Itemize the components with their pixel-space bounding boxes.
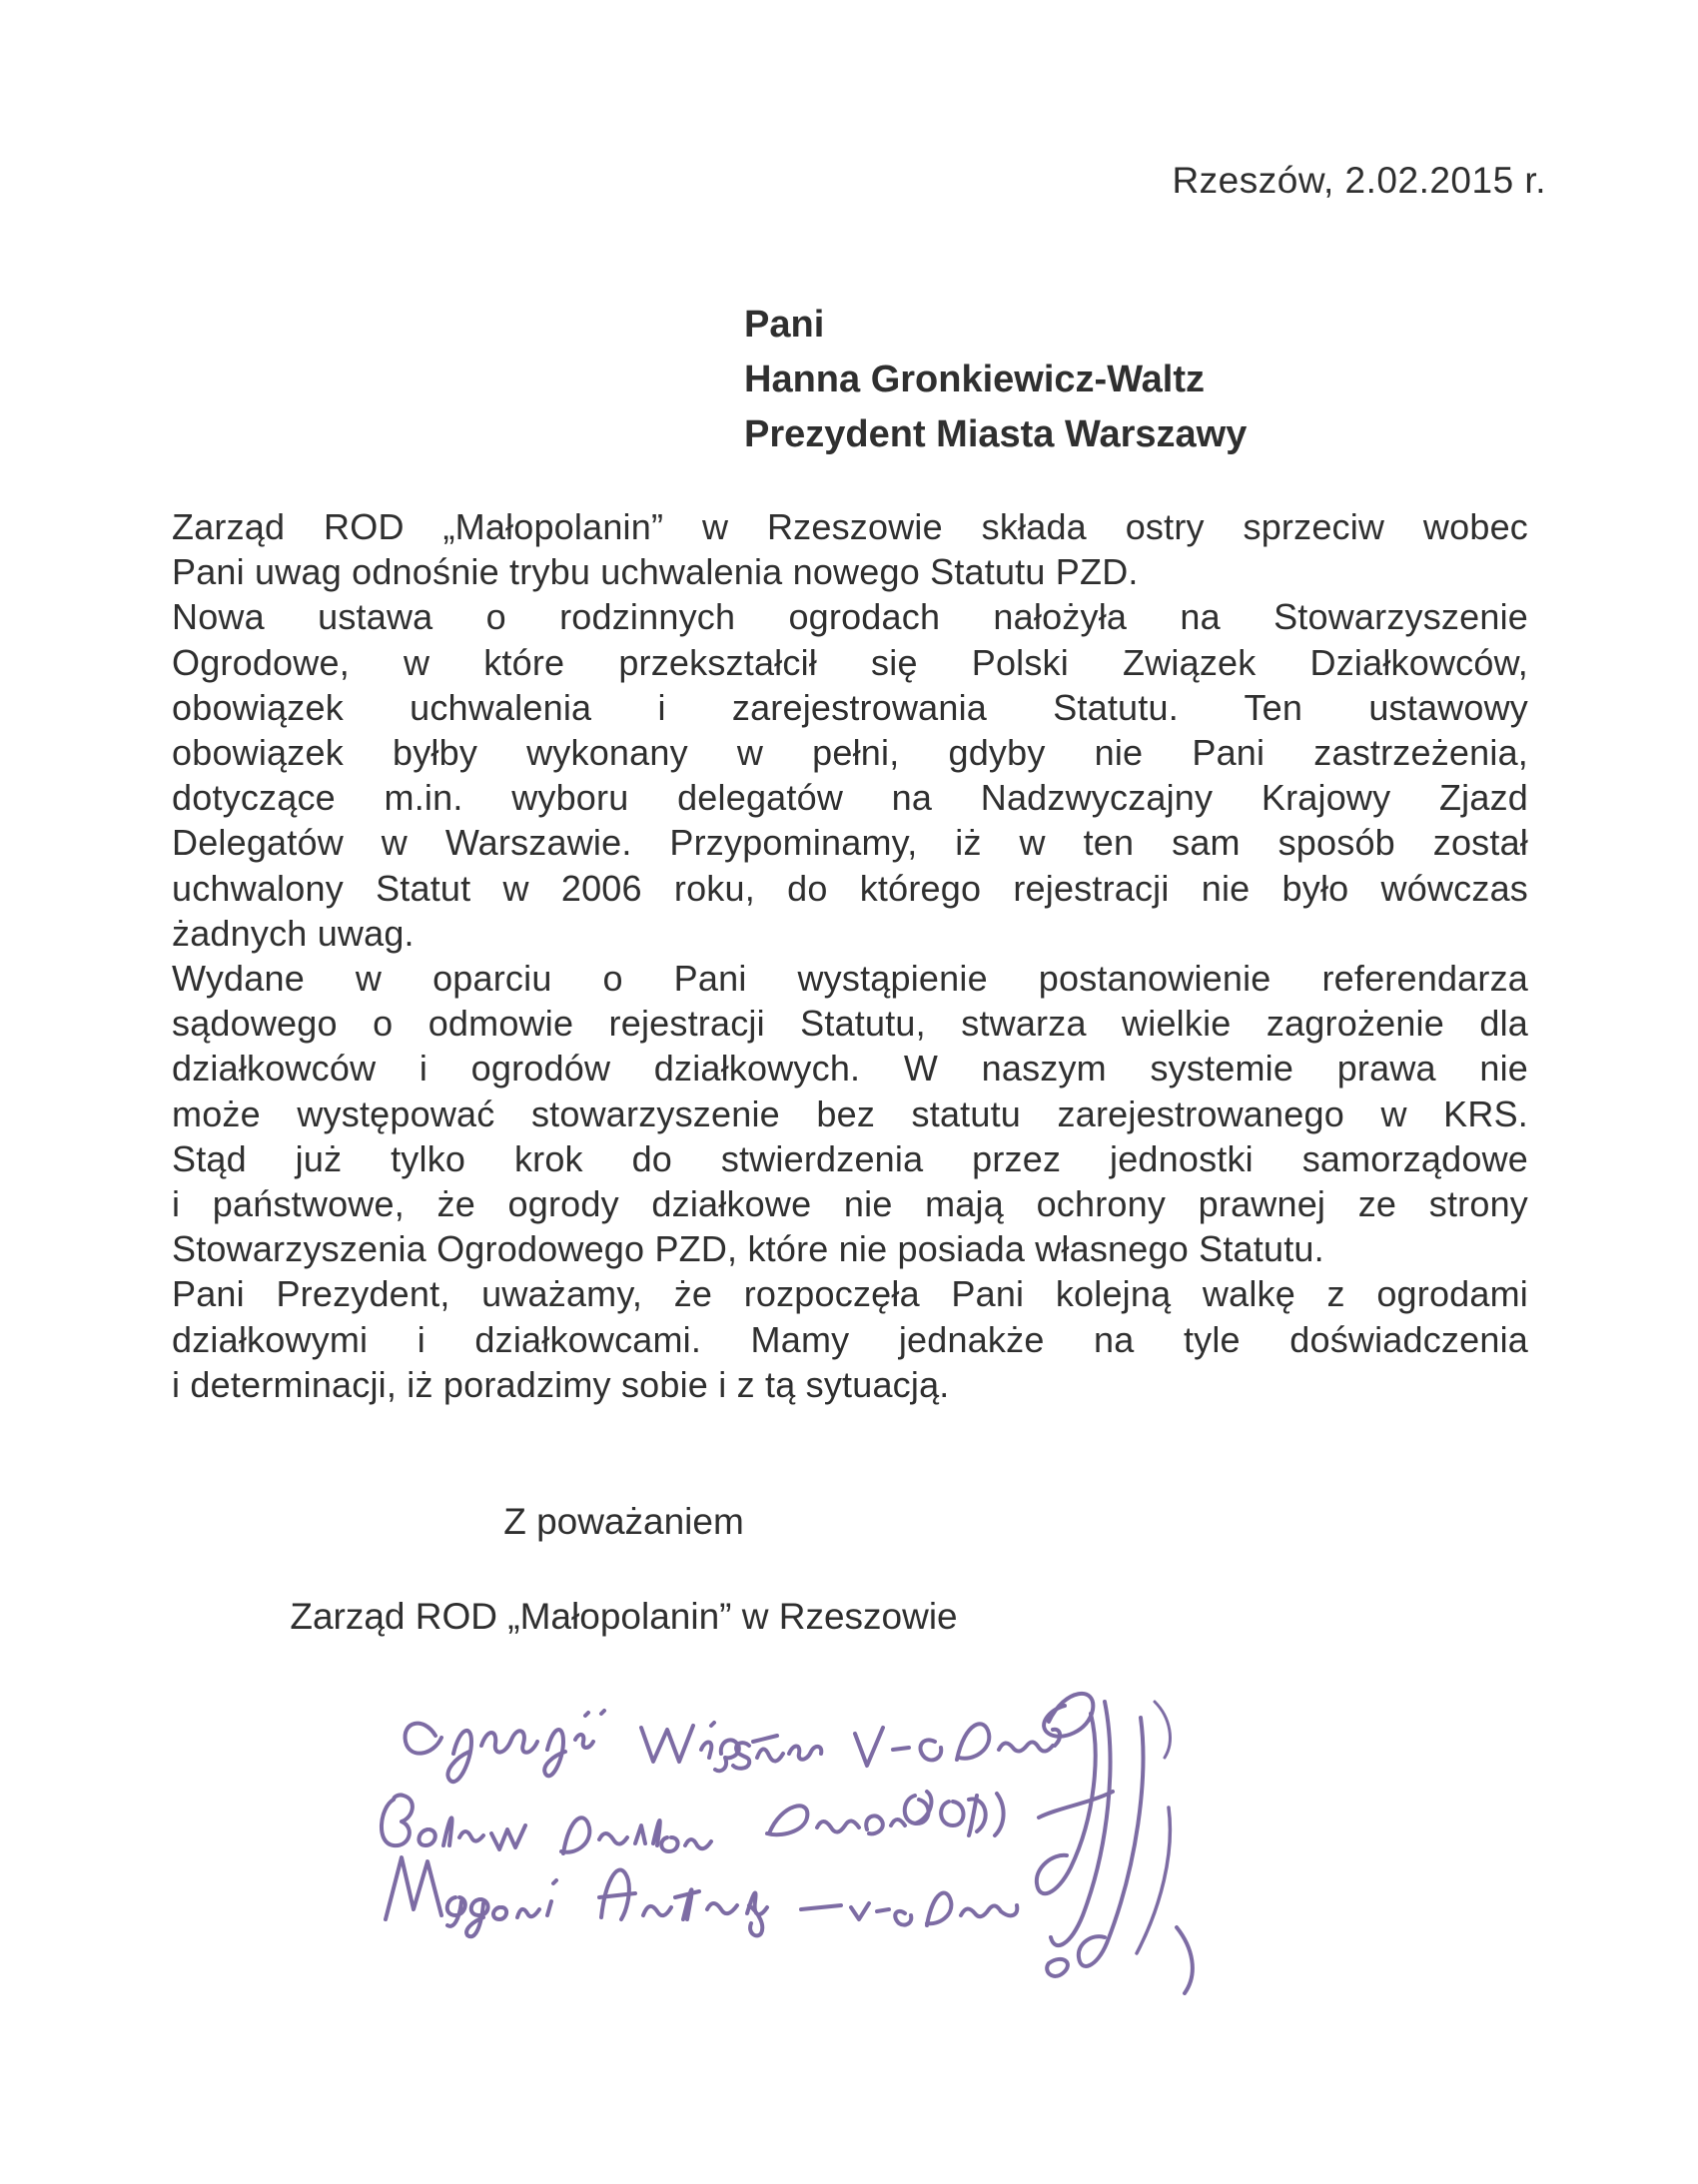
signature-row-3 <box>386 1857 1017 1936</box>
date-line: Rzeszów, 2.02.2015 r. <box>1172 160 1546 201</box>
signature-row-2 <box>382 1792 1004 1853</box>
signature-ink-group <box>382 1694 1193 1993</box>
body-line: Stąd już tylko krok do stwierdzenia przez jednostki samorządowe <box>172 1137 1528 1179</box>
body-line: obowiązek uchwalenia i zarejestrowania Statutu. Ten ustawowy <box>172 686 1528 728</box>
body-line: dotyczące m.in. wyboru delegatów na Nadzwyczajny Krajowy Zjazd <box>172 777 1528 819</box>
body-line: Pani uwag odnośnie trybu uchwalenia nowego Statutu PZD. <box>172 551 1139 593</box>
body-line: działkowymi i działkowcami. Mamy jednakże na tyle doświadczenia <box>172 1318 1528 1360</box>
body-line: Zarząd ROD „Małopolanin” w Rzeszowie składa ostry sprzeciw wobec <box>172 506 1528 547</box>
recipient-title: Pani <box>744 304 825 346</box>
body-line: może występować stowarzyszenie bez statutu zarejestrowanego w KRS. <box>172 1092 1528 1134</box>
signatures-svg <box>350 1658 1249 2057</box>
letter-body <box>172 504 1528 1407</box>
body-line: i determinacji, iż poradzimy sobie i z tą sytuacją. <box>172 1363 950 1405</box>
recipient-block <box>744 298 1247 462</box>
body-line: uchwalony Statut w 2006 roku, do którego rejestracji nie było wówczas <box>172 867 1528 909</box>
closing-salutation: Z poważaniem <box>503 1501 744 1542</box>
body-line: Pani Prezydent, uważamy, że rozpoczęła Pani kolejną walkę z ogrodami <box>172 1273 1528 1315</box>
body-line: Nowa ustawa o rodzinnych ogrodach nałożyła na Stowarzyszenie <box>172 596 1528 638</box>
closing-signatory: Zarząd ROD „Małopolanin” w Rzeszowie <box>290 1596 958 1637</box>
body-line: Delegatów w Warszawie. Przypominamy, iż w ten sam sposób został <box>172 822 1528 864</box>
body-line: i państwowe, że ogrody działkowe nie mają ochrony prawnej ze strony <box>172 1183 1528 1225</box>
body-line: Stowarzyszenia Ogrodowego PZD, które nie posiada własnego Statutu. <box>172 1228 1324 1270</box>
body-line: Wydane w oparciu o Pani wystąpienie postanowienie referendarza <box>172 958 1528 1000</box>
body-line: działkowców i ogrodów działkowych. W naszym systemie prawa nie <box>172 1048 1528 1090</box>
body-line: Ogrodowe, w które przekształcił się Polski Związek Działkowców, <box>172 641 1528 683</box>
body-line: żadnych uwag. <box>172 912 415 954</box>
recipient-name: Hanna Gronkiewicz-Waltz <box>744 359 1205 400</box>
signature-row-1 <box>406 1711 1061 1782</box>
recipient-role: Prezydent Miasta Warszawy <box>744 413 1248 455</box>
body-line: sądowego o odmowie rejestracji Statutu, stwarza wielkie zagrożenie dla <box>172 1003 1528 1045</box>
body-line: obowiązek byłby wykonany w pełni, gdyby nie Pani zastrzeżenia, <box>172 732 1528 774</box>
handwritten-signatures <box>350 1658 1249 2057</box>
